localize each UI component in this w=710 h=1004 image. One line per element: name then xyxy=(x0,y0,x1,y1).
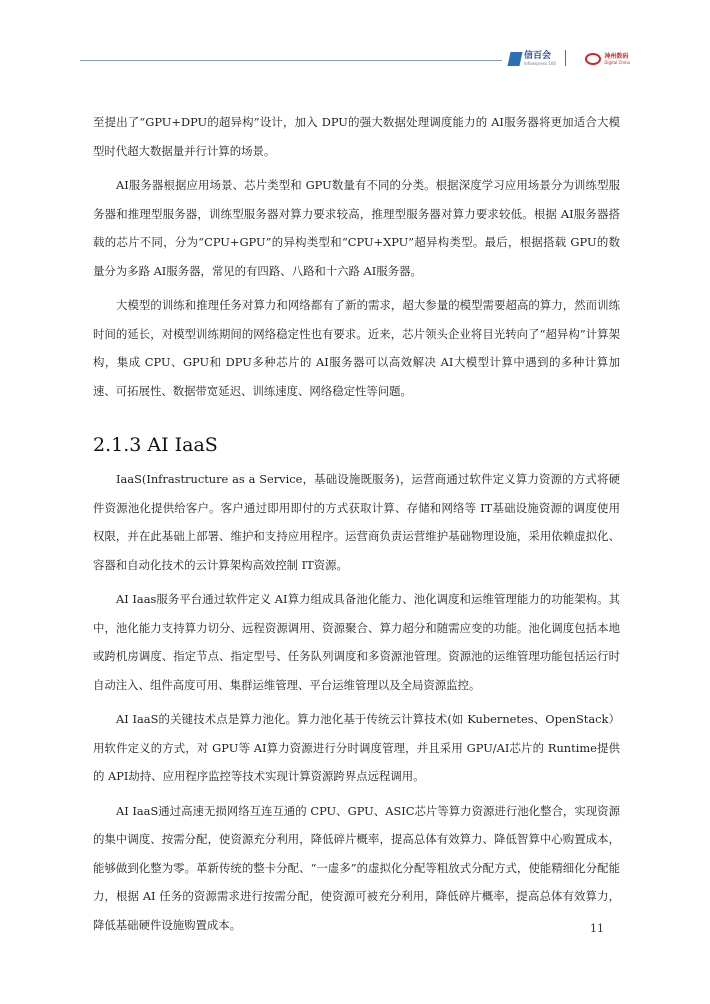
paragraph-continuation: 至提出了“GPU+DPU的超异构”设计，加入 DPU的强大数据处理调度能力的 AI服务器将更加适合大模型时代超大数据量并行计算的场景。 xyxy=(93,115,620,158)
paragraph-ai-iaas-platform: AI Iaas服务平台通过软件定义 AI算力组成具备池化能力、池化调度和运维管理能力的功能架构。其中，池化能力支持算力切分、远程资源调用、资源聚合、算力超分和随需应变的功能。池化调度包括本地或跨机房调度、指定节点、指定型号、任务队列调度和多资源池管理。资源池的运维管理功能包括运行时自动注入、组件高度可用、集群运维管理、平台运维管理以及全局资源监控。 xyxy=(93,592,620,692)
section-heading: 2.1.3 AI IaaS xyxy=(93,434,218,456)
infoexpress-logo-en: Infoexpress 100 xyxy=(524,61,556,66)
paragraph-compute-pooling: AI IaaS的关键技术点是算力池化。算力池化基于传统云计算技术(如 Kubernetes、OpenStack）用软件定义的方式，对 GPU等 AI算力资源进行分时调度管理，并且采用 GPU/AI芯片的 Runtime提供的 API劫持、应用程序监控等技术实现计算资源跨界点远程调用。 xyxy=(93,712,620,783)
infoexpress-logo-cn: 信百会 xyxy=(524,51,552,61)
page-header xyxy=(80,46,630,72)
infoexpress-logo-icon xyxy=(508,52,523,66)
digital-china-logo-icon xyxy=(585,53,601,65)
header-rule xyxy=(80,60,502,61)
paragraph-iaas-definition: IaaS(Infrastructure as a Service，基础设施既服务)，运营商通过软件定义算力资源的方式将硬件资源池化提供给客户。客户通过即用即付的方式获取计算、存储和网络等 IT基础设施资源的调度使用权限，并在此基础上部署、维护和支持应用程序。运营商负责运营维护基础物理设施，采用依赖虚拟化、容器和自动化技术的云计算架构高效控制 IT资源。 xyxy=(93,472,620,572)
digital-china-logo-en: Digital China xyxy=(604,59,630,65)
logo-divider xyxy=(565,50,566,66)
digital-china-logo xyxy=(585,48,630,70)
infoexpress-logo xyxy=(509,48,556,70)
paragraph-ai-server-classification: AI服务器根据应用场景、芯片类型和 GPU数量有不同的分类。根据深度学习应用场景分为训练型服务器和推理型服务器，训练型服务器对算力要求较高，推理型服务器对算力要求较低。根据 AI服务器搭载的芯片不同，分为“CPU+GPU”的异构类型和“CPU+XPU”超异构类型。最后，根据搭载 GPU的数量分为多路 AI服务器，常见的有四路、八路和十六路 AI服务器。 xyxy=(93,178,620,278)
document-body xyxy=(93,108,620,945)
digital-china-logo-cn: 神州数码 xyxy=(604,52,629,60)
page-number: 11 xyxy=(590,922,604,935)
paragraph-heterogeneous-compute: 大模型的训练和推理任务对算力和网络都有了新的需求，超大参量的模型需要超高的算力，然而训练时间的延长，对模型训练期间的网络稳定性也有要求。近来，芯片领头企业将目光转向了“超异构”计算架构，集成 CPU、GPU和 DPU多种芯片的 AI服务器可以高效解决 AI大模型计算中遇到的多种计算加速、可拓展性、数据带宽延迟、训练速度、网络稳定性等问题。 xyxy=(93,298,620,398)
paragraph-resource-integration: AI IaaS通过高速无损网络互连互通的 CPU、GPU、ASIC芯片等算力资源进行池化整合，实现资源的集中调度、按需分配，使资源充分利用，降低碎片概率，提高总体有效算力、降低智算中心购置成本，能够做到化整为零。革新传统的整卡分配、“一虚多”的虚拟化分配等粗放式分配方式，使能精细化分配能力，根据 AI 任务的资源需求进行按需分配，使资源可被充分利用，降低碎片概率，提高总体有效算力，降低基础硬件设施购置成本。 xyxy=(93,803,620,932)
